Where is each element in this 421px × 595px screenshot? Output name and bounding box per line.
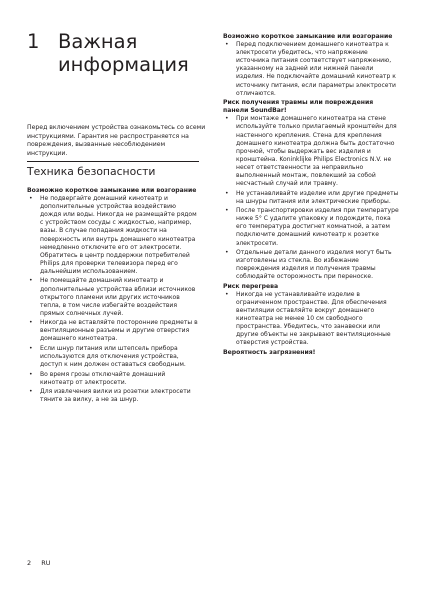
left-list bbox=[27, 195, 199, 404]
bullet-icon: • bbox=[225, 249, 229, 256]
right-column bbox=[223, 33, 400, 357]
list-item: • Во время грозы отключайте домашний кинотеатр от электросети. bbox=[29, 370, 166, 386]
list-item: • Для извлечения вилки из розетки электросети тяните за вилку, а не за шнур. bbox=[29, 388, 191, 404]
list-item: • Не помещайте домашний кинотеатр и дополнительные устройства вблизи источников открытого пламени или других источников тепла, в том числе избегайте воздействия прямых солнечных лучей. bbox=[29, 277, 196, 317]
bullet-icon: • bbox=[29, 277, 33, 285]
chapter-number: 1 bbox=[27, 30, 40, 53]
list-item: • Отдельные детали данного изделия могут быть изготовлены из стекла. Во избежание повреждения изделия и получения травмы соблюдайте осторожность при переноске. bbox=[225, 249, 392, 281]
page-number: 2 bbox=[27, 559, 32, 567]
intro-paragraph: Перед включением устройства ознакомьтесь со всеми инструкциями. Гарантия не распространяется на повреждения, вызванные несоблюдением инструкции. bbox=[27, 124, 206, 157]
subhead-overheating: Риск перегрева bbox=[223, 282, 279, 290]
list-item: • Если шнур питания или штепсель прибора используются для отключения устройства, доступ к ним должен оставаться свободным. bbox=[29, 344, 186, 369]
section-divider bbox=[27, 161, 199, 162]
subhead-short-circuit-2: Возможно короткое замыкание или возгорание bbox=[223, 33, 393, 40]
bullet-icon: • bbox=[225, 189, 229, 197]
list-item: • При монтаже домашнего кинотеатра на стене используйте только прилагаемый кронштейн для настенного крепления. Стена для крепления домашнего кинотеатра должна быть достаточно прочной, чтобы выдержать вес изделия и кронштейна. Koninklijke Philips Electronics N.V. не несет ответственности за неправильно выполненный монтаж, повлекший за собой несчастный случай или травму. bbox=[225, 115, 397, 188]
bullet-icon: • bbox=[29, 195, 33, 203]
bullet-icon: • bbox=[225, 115, 229, 123]
right-list-1 bbox=[223, 41, 400, 98]
right-list-3 bbox=[223, 291, 400, 348]
bullet-icon: • bbox=[225, 207, 229, 215]
chapter-title: Важная информация bbox=[58, 30, 189, 76]
section-title: Техника безопасности bbox=[27, 165, 156, 178]
list-item: • Не подвергайте домашний кинотеатр и дополнительные устройства воздействию дождя или воды. Никогда не размещайте рядом с устройством сосуды с жидкостью, например, вазы. В случае попадания жидкости на поверхность или внутрь домашнего кинотеатра немедленно отключите его от электросети. Обратитесь в центр поддержки потребителей Philips для проверки телевизора перед его дальнейшим использованием. bbox=[29, 195, 197, 275]
list-item: • Перед подключением домашнего кинотеатра к электросети убедитесь, что напряжение источника питания соответствует напряжению, указанному на задней или нижней панели изделия. Не подключайте домашний кинотеатр к источнику питания, если параметры электросети отличаются. bbox=[225, 41, 396, 97]
subhead-short-circuit: Возможно короткое замыкание или возгорание bbox=[27, 187, 197, 194]
bullet-icon: • bbox=[225, 41, 229, 49]
subhead-injury-risk: Риск получения травмы или повреждения панели SoundBar! bbox=[223, 99, 374, 115]
bullet-icon: • bbox=[225, 290, 229, 298]
bullet-icon: • bbox=[29, 319, 33, 327]
list-item: • После транспортировки изделия при температуре ниже 5° C удалите упаковку и подождите, пока его температура достигнет комнатной, а затем подключите домашний кинотеатр к розетке электросети. bbox=[225, 207, 399, 247]
left-column bbox=[27, 187, 199, 406]
list-item: • Никогда не вставляйте посторонние предметы в вентиляционные разъемы и другие отверстия домашнего кинотеатра. bbox=[29, 319, 198, 343]
subhead-contamination: Вероятность загрязнения! bbox=[223, 348, 316, 356]
bullet-icon: • bbox=[29, 388, 33, 396]
bullet-icon: • bbox=[29, 370, 33, 378]
bullet-icon: • bbox=[29, 344, 33, 352]
language-code: RU bbox=[41, 559, 51, 567]
list-item: • Не устанавливайте изделие или другие предметы на шнуры питания или электрические приборы. bbox=[225, 189, 399, 205]
list-item: • Никогда не устанавливайте изделие в ограниченном пространстве. Для обеспечения вентиляции оставляйте вокруг домашнего кинотеатра не менее 10 см свободного пространства. Убедитесь, что занавески или другие объекты не закрывают вентиляционные отверстия устройства. bbox=[225, 290, 391, 347]
page-footer bbox=[27, 559, 51, 567]
right-list-2 bbox=[223, 115, 400, 281]
